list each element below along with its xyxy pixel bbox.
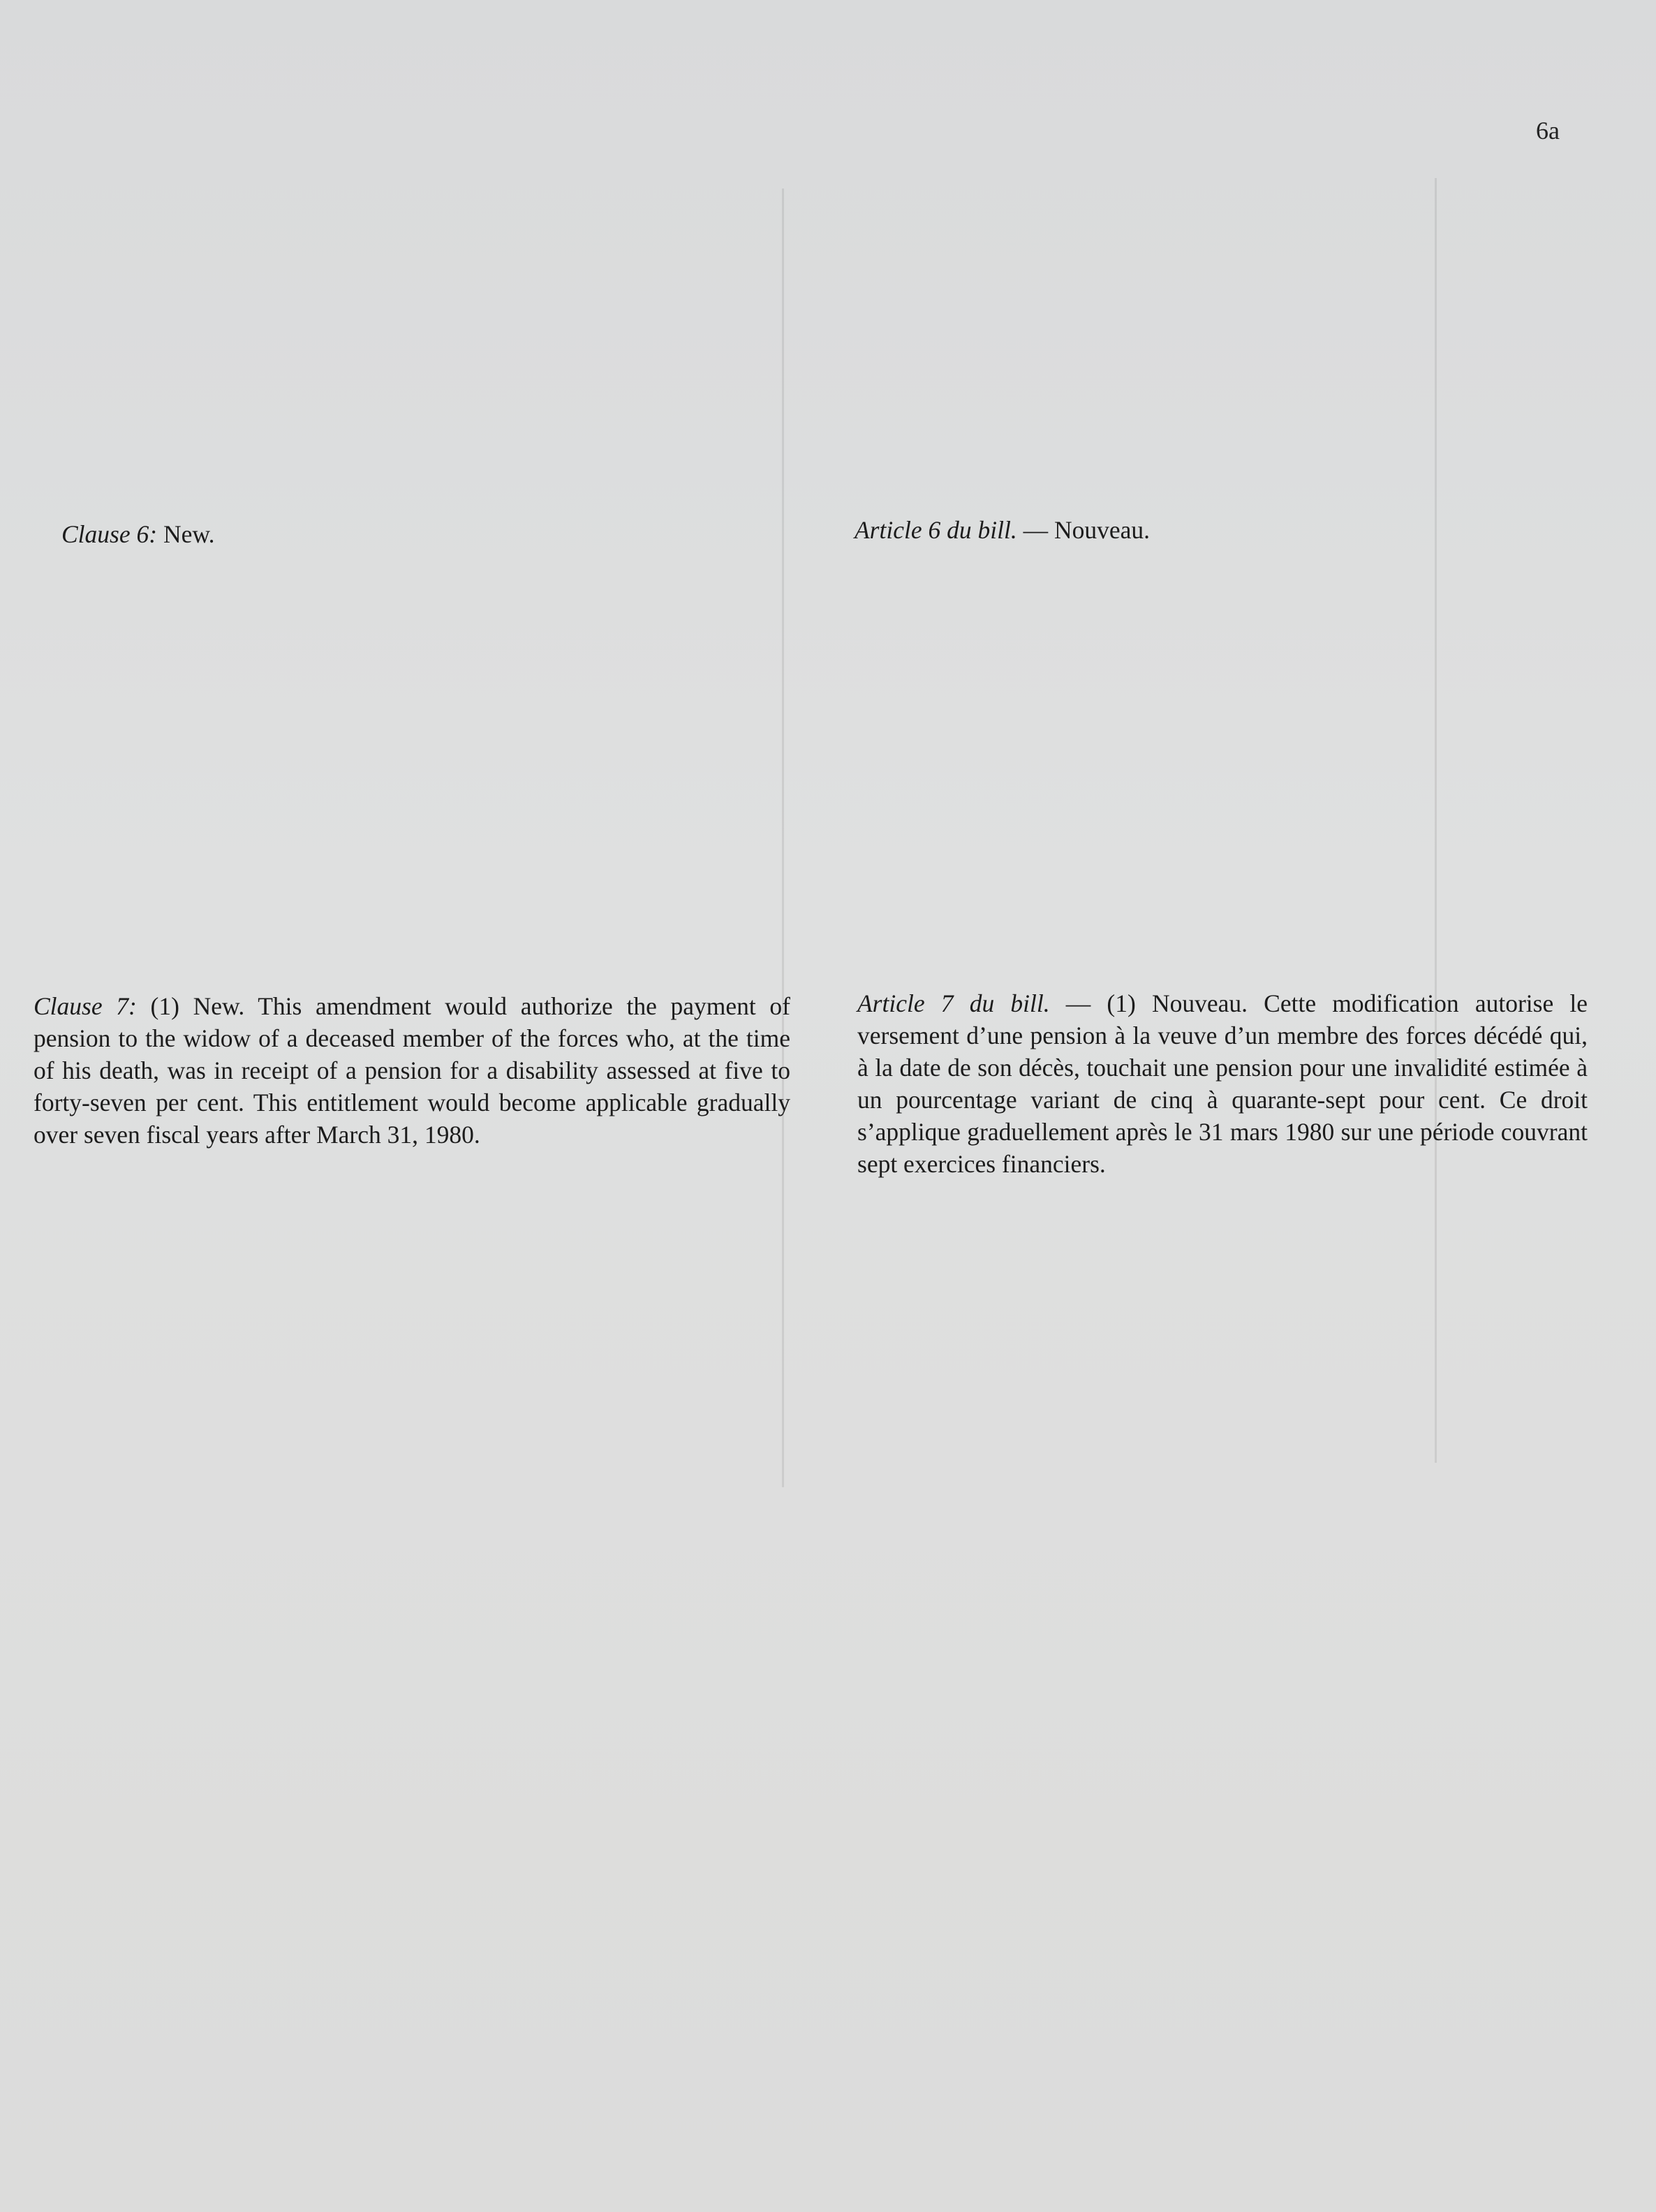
article-7-lead: Article 7 du bill. xyxy=(857,989,1050,1017)
article-7-text: — (1) Nouveau. Cette modification autorise le versement d’une pension à la veuve d’un membre des forces décédé qui, à la date de son décès, touchait une pension pour une invalidité estimée à un pourcentage variant de cinq à quarante-sept pour cent. Ce droit s’applique graduellement après le 31 mars 1980 sur une période couvrant sept exercices financiers. xyxy=(857,989,1588,1178)
clause-6-note xyxy=(61,518,690,550)
clause-6-text: New. xyxy=(157,519,215,548)
bleed-through-column-rule xyxy=(782,189,784,1487)
clause-6-lead: Clause 6: xyxy=(61,519,158,548)
clause-7-text: (1) New. This amendment would authorize the payment of pension to the widow of a deceased member of the forces who, at the time of his death, was in receipt of a pension for a disability assessed at five to forty-seven per cent. This entitlement would become applicable gradually over seven fiscal years after March 31, 1980. xyxy=(34,991,790,1149)
article-7-note xyxy=(857,987,1588,1180)
clause-7-note xyxy=(34,990,790,1151)
article-6-lead: Article 6 du bill. xyxy=(855,515,1017,544)
page-number: 6a xyxy=(1536,117,1560,145)
article-6-note xyxy=(855,514,1588,546)
bleed-through-column-rule xyxy=(1435,178,1437,1463)
clause-7-lead: Clause 7: xyxy=(34,991,137,1020)
article-6-text: — Nouveau. xyxy=(1016,515,1150,544)
